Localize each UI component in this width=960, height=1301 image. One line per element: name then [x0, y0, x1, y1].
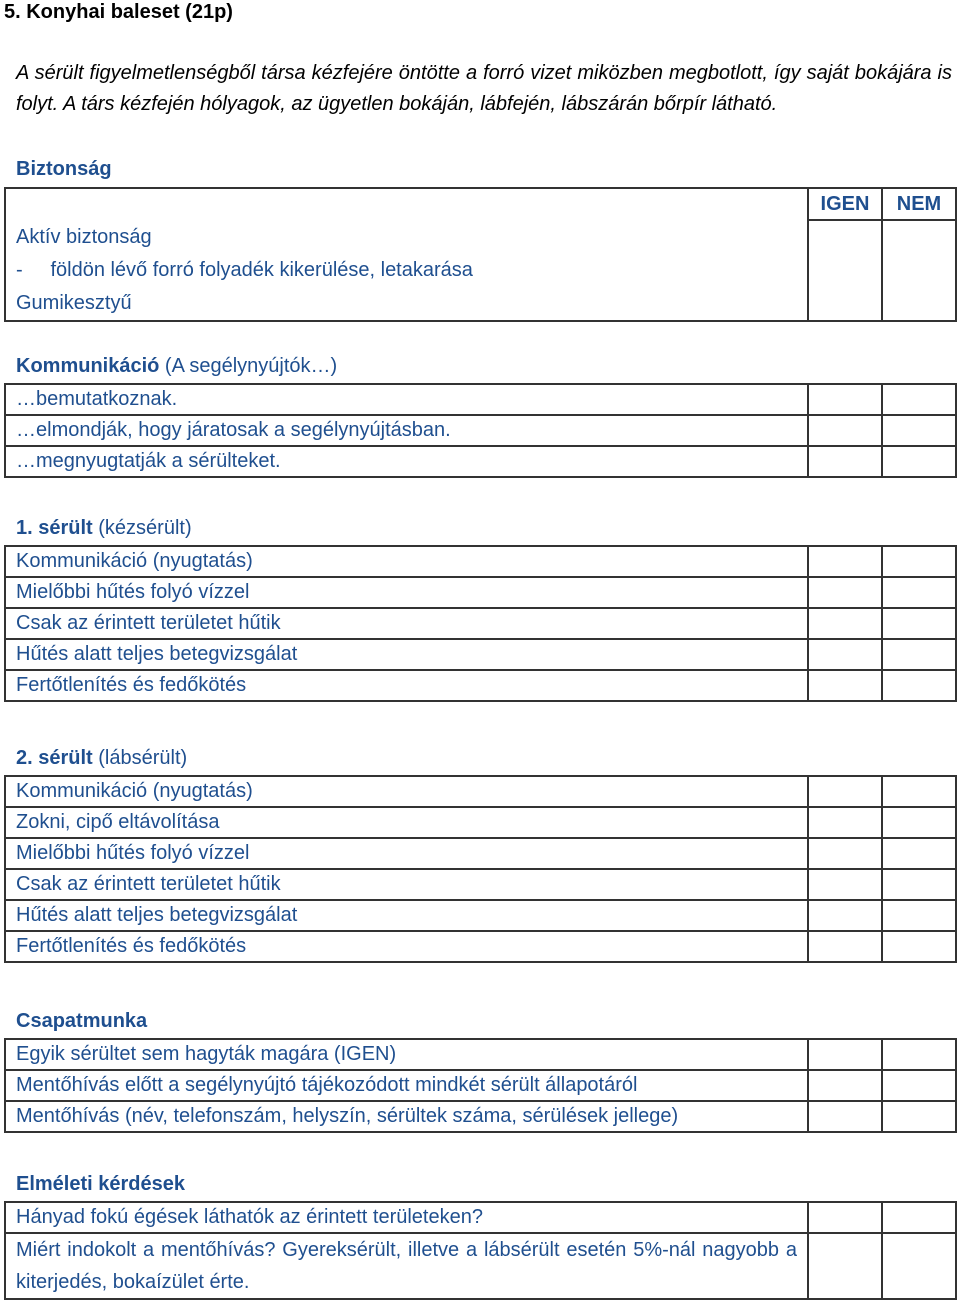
checkbox-igen[interactable] [808, 1070, 882, 1101]
list-item: Hűtés alatt teljes betegvizsgálat [5, 639, 808, 670]
checkbox-igen[interactable] [808, 807, 882, 838]
header-igen: IGEN [808, 188, 882, 220]
checkbox-nem[interactable] [882, 670, 956, 701]
checkbox-igen[interactable] [808, 446, 882, 477]
list-item: Kommunikáció (nyugtatás) [5, 776, 808, 807]
list-item: Kommunikáció (nyugtatás) [5, 546, 808, 577]
section-label-kommunikacio: Kommunikáció (A segélynyújtók…) [16, 355, 338, 377]
checkbox-nem[interactable] [882, 415, 956, 446]
list-item: …bemutatkoznak. [5, 384, 808, 415]
checkbox-igen[interactable] [808, 776, 882, 807]
biztonsag-line-foldon: - földön lévő forró folyadék kikerülése, letakarása [16, 259, 473, 281]
checkbox-igen[interactable] [808, 838, 882, 869]
checkbox-igen[interactable] [808, 670, 882, 701]
biztonsag-line-gumikesztyu: Gumikesztyű [16, 292, 132, 314]
checkbox-nem[interactable] [882, 776, 956, 807]
list-item: Zokni, cipő eltávolítása [5, 807, 808, 838]
checkbox-nem[interactable] [882, 639, 956, 670]
kommunikacio-table [4, 383, 957, 478]
checkbox-nem[interactable] [882, 446, 956, 477]
checkbox-igen[interactable] [808, 415, 882, 446]
checkbox-nem[interactable] [882, 838, 956, 869]
serult1-table [4, 545, 957, 702]
checkbox-nem[interactable] [882, 1202, 956, 1233]
checkbox-igen[interactable] [808, 384, 882, 415]
checkbox-nem[interactable] [882, 869, 956, 900]
checkbox-igen[interactable] [808, 1202, 882, 1233]
biztonsag-criteria-cell [5, 188, 808, 321]
section-label-elmeleti: Elméleti kérdések [16, 1173, 185, 1195]
serult2-table [4, 775, 957, 963]
checkbox-igen[interactable] [808, 639, 882, 670]
checkbox-igen[interactable] [808, 931, 882, 962]
checkbox-igen[interactable] [808, 577, 882, 608]
checkbox-nem[interactable] [882, 807, 956, 838]
checkbox-igen[interactable] [808, 608, 882, 639]
csapatmunka-table [4, 1038, 957, 1133]
biztonsag-table [4, 187, 957, 322]
section-label-serult1: 1. sérült (kézsérült) [16, 517, 192, 539]
checkbox-nem[interactable] [882, 900, 956, 931]
checkbox-nem[interactable] [882, 608, 956, 639]
list-item: …megnyugtatják a sérülteket. [5, 446, 808, 477]
checkbox-igen[interactable] [808, 546, 882, 577]
section-label-serult2: 2. sérült (lábsérült) [16, 747, 188, 769]
checkbox-nem[interactable] [882, 1070, 956, 1101]
checkbox-nem[interactable] [882, 577, 956, 608]
elmeleti-table [4, 1201, 957, 1300]
list-item: Mielőbbi hűtés folyó vízzel [5, 577, 808, 608]
checkbox-igen[interactable] [808, 1233, 882, 1299]
checkbox-nem[interactable] [882, 384, 956, 415]
list-item: Mentőhívás előtt a segélynyújtó tájékozódott mindkét sérült állapotáról [5, 1070, 808, 1101]
header-nem: NEM [882, 188, 956, 220]
list-item: …elmondják, hogy járatosak a segélynyújtásban. [5, 415, 808, 446]
list-item: Hányad fokú égések láthatók az érintett területeken? [5, 1202, 808, 1233]
list-item: Mielőbbi hűtés folyó vízzel [5, 838, 808, 869]
checkbox-nem[interactable] [882, 931, 956, 962]
list-item: Egyik sérültet sem hagyták magára (IGEN) [5, 1039, 808, 1070]
list-item: Csak az érintett területet hűtik [5, 869, 808, 900]
checkbox-nem[interactable] [882, 1233, 956, 1299]
list-item: Mentőhívás (név, telefonszám, helyszín, sérültek száma, sérülések jellege) [5, 1101, 808, 1132]
checkbox-igen[interactable] [808, 1039, 882, 1070]
checkbox-nem[interactable] [882, 1039, 956, 1070]
checkbox-igen[interactable] [808, 869, 882, 900]
checkbox-nem[interactable] [882, 1101, 956, 1132]
list-item: Fertőtlenítés és fedőkötés [5, 670, 808, 701]
list-item: Csak az érintett területet hűtik [5, 608, 808, 639]
task-title: 5. Konyhai baleset (21p) [4, 1, 233, 23]
checkbox-igen[interactable] [808, 1101, 882, 1132]
section-label-csapatmunka: Csapatmunka [16, 1010, 148, 1032]
checkbox-igen[interactable] [808, 900, 882, 931]
list-item: Miért indokolt a mentőhívás? Gyereksérült, illetve a lábsérült esetén 5%-nál nagyobb a kiterjedés, bokaízület érte. [5, 1233, 808, 1299]
checkbox-nem-biztonsag[interactable] [882, 220, 956, 321]
section-label-biztonsag: Biztonság [16, 158, 112, 180]
checkbox-nem[interactable] [882, 546, 956, 577]
checkbox-igen-biztonsag[interactable] [808, 220, 882, 321]
list-item: Fertőtlenítés és fedőkötés [5, 931, 808, 962]
biztonsag-line-aktiv: Aktív biztonság [16, 226, 152, 248]
scenario-text: A sérült figyelmetlenségből társa kézfejére öntötte a forró vizet miközben megbotlott, így saját bokájára is folyt. A társ kézfején hólyagok, az ügyetlen bokáján, lábfején, lábszárán bőrpír látható. [16, 62, 952, 115]
list-item: Hűtés alatt teljes betegvizsgálat [5, 900, 808, 931]
